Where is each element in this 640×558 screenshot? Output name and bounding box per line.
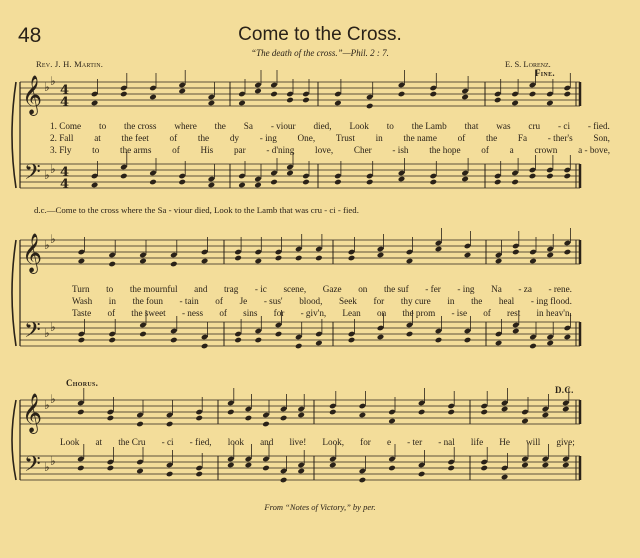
lyric-syllable: 1. Come bbox=[50, 121, 82, 131]
lyric-syllable: the mournful bbox=[129, 284, 178, 294]
flat-icon: ♭ bbox=[44, 326, 50, 340]
lyric-syllable: of bbox=[219, 308, 227, 318]
lyric-syllable: to bbox=[99, 121, 107, 131]
note-head bbox=[139, 258, 147, 265]
lyric-syllable: Son, bbox=[593, 133, 610, 143]
note-head bbox=[245, 415, 253, 422]
note-head bbox=[564, 173, 572, 180]
note-head bbox=[529, 173, 537, 180]
note-head bbox=[511, 100, 519, 107]
note-head bbox=[334, 179, 342, 186]
lyric-syllable: was bbox=[496, 121, 511, 131]
lyric-syllable: par bbox=[233, 145, 246, 155]
lyric-syllable: the bbox=[471, 296, 483, 306]
note-head bbox=[78, 337, 86, 344]
note-head bbox=[512, 249, 520, 256]
note-head bbox=[430, 179, 438, 186]
flat-icon: ♭ bbox=[44, 238, 50, 252]
note-head bbox=[501, 406, 509, 413]
lyric-syllable: crown bbox=[534, 145, 558, 155]
lyric-syllable: of bbox=[172, 145, 180, 155]
note-head bbox=[447, 465, 455, 472]
bass-clef-icon: 𝄢 bbox=[24, 318, 41, 348]
note-head bbox=[201, 258, 209, 265]
note-head bbox=[461, 94, 469, 101]
lyric-syllable: and bbox=[194, 284, 208, 294]
note-head bbox=[255, 337, 263, 344]
note-head bbox=[546, 252, 554, 259]
lyric-syllable: the cross bbox=[124, 121, 157, 131]
lyric-syllable: in bbox=[375, 133, 383, 143]
lyric-syllable: the suf bbox=[383, 284, 409, 294]
lyric-line-verse-3-part-2 bbox=[72, 308, 572, 318]
note-head bbox=[170, 337, 178, 344]
note-head bbox=[227, 409, 235, 416]
lyric-syllable: for bbox=[373, 296, 385, 306]
lyric-syllable: the foun bbox=[132, 296, 163, 306]
lyric-syllable: - ise bbox=[451, 308, 468, 318]
lyric-syllable: - sus' bbox=[263, 296, 283, 306]
lyric-syllable: scene, bbox=[283, 284, 307, 294]
note-head bbox=[91, 100, 99, 107]
lyric-syllable: - ter bbox=[407, 437, 423, 447]
source-credit: From “Notes of Victory,” by per. bbox=[264, 502, 376, 512]
note-head bbox=[461, 176, 469, 183]
note-head bbox=[234, 337, 242, 344]
note-head bbox=[286, 170, 294, 177]
chorus-lyric-line bbox=[60, 437, 575, 447]
lyric-syllable: Lean bbox=[342, 308, 361, 318]
note-head bbox=[227, 462, 235, 469]
note-head bbox=[286, 97, 294, 104]
lyric-syllable: - za bbox=[518, 284, 532, 294]
note-head bbox=[564, 334, 572, 341]
note-head bbox=[270, 91, 278, 98]
note-head bbox=[521, 418, 529, 425]
note-head bbox=[262, 465, 270, 472]
page-number: 48 bbox=[18, 24, 42, 47]
note-head bbox=[398, 176, 406, 183]
note-head bbox=[564, 249, 572, 256]
lyric-syllable: of bbox=[481, 145, 489, 155]
note-head bbox=[377, 252, 385, 259]
lyric-syllable: where bbox=[174, 121, 197, 131]
lyric-syllable: of bbox=[215, 296, 223, 306]
lyric-syllable: the bbox=[197, 133, 210, 143]
lyric-syllable: dy bbox=[229, 133, 240, 143]
lyric-syllable: - ish bbox=[392, 145, 409, 155]
flat-icon: ♭ bbox=[50, 74, 56, 88]
lyric-syllable: - d'ning bbox=[266, 145, 295, 155]
flat-icon: ♭ bbox=[50, 392, 56, 406]
lyric-syllable: give; bbox=[556, 437, 575, 447]
lyric-syllable: - tain bbox=[179, 296, 199, 306]
lyric-syllable: that bbox=[464, 121, 479, 131]
note-head bbox=[366, 103, 374, 110]
lyric-syllable: - ing bbox=[457, 284, 475, 294]
lyric-syllable: on bbox=[358, 284, 368, 294]
time-signature-bottom: 4 bbox=[60, 177, 70, 192]
lyric-syllable: at bbox=[95, 437, 103, 447]
lyric-syllable: - ing flood. bbox=[530, 296, 572, 306]
lyric-syllable: at bbox=[94, 133, 101, 143]
note-head bbox=[406, 258, 414, 265]
lyric-syllable: a - bove, bbox=[578, 145, 610, 155]
treble-clef-icon: 𝄞 bbox=[22, 393, 43, 433]
note-head bbox=[254, 182, 262, 189]
note-head bbox=[377, 334, 385, 341]
lyric-syllable: Na bbox=[491, 284, 502, 294]
note-head bbox=[208, 182, 216, 189]
flat-icon: ♭ bbox=[50, 162, 56, 176]
lyric-syllable: Turn bbox=[72, 284, 90, 294]
note-head bbox=[418, 409, 426, 416]
lyric-syllable: - ness bbox=[181, 308, 204, 318]
note-head bbox=[529, 91, 537, 98]
note-head bbox=[195, 471, 203, 478]
note-head bbox=[359, 477, 367, 484]
note-head bbox=[270, 179, 278, 186]
note-head bbox=[366, 179, 374, 186]
flat-icon: ♭ bbox=[50, 320, 56, 334]
hymn-title: Come to the Cross. bbox=[238, 24, 402, 45]
lyricist-credit: Rev. J. H. Martin. bbox=[36, 59, 104, 69]
note-head bbox=[329, 409, 337, 416]
note-head bbox=[546, 340, 554, 347]
note-head bbox=[564, 91, 572, 98]
note-head bbox=[166, 471, 174, 478]
lyric-syllable: Seek bbox=[339, 296, 357, 306]
flat-icon: ♭ bbox=[44, 168, 50, 182]
note-head bbox=[275, 255, 283, 262]
note-head bbox=[78, 258, 86, 265]
lyric-syllable: Je bbox=[239, 296, 248, 306]
note-head bbox=[388, 418, 396, 425]
note-head bbox=[494, 179, 502, 186]
lyric-syllable: Look, bbox=[322, 437, 345, 447]
note-head bbox=[255, 258, 263, 265]
note-head bbox=[262, 421, 270, 428]
lyric-syllable: Gaze bbox=[322, 284, 342, 294]
lyric-syllable: died, bbox=[313, 121, 332, 131]
note-head bbox=[546, 100, 554, 107]
treble-clef-icon: 𝄞 bbox=[22, 75, 43, 115]
note-head bbox=[494, 97, 502, 104]
lyric-syllable: the arms bbox=[120, 145, 152, 155]
lyric-syllable: - fied. bbox=[587, 121, 610, 131]
note-head bbox=[546, 173, 554, 180]
note-head bbox=[302, 97, 310, 104]
note-head bbox=[201, 343, 209, 350]
note-head bbox=[480, 409, 488, 416]
lyric-syllable: in bbox=[447, 296, 455, 306]
lyric-syllable: thy cure bbox=[400, 296, 431, 306]
note-head bbox=[430, 91, 438, 98]
dc-mark: D.C. bbox=[555, 385, 574, 395]
note-head bbox=[480, 465, 488, 472]
note-head bbox=[149, 94, 157, 101]
note-head bbox=[91, 182, 99, 189]
lyric-syllable: - ci bbox=[161, 437, 174, 447]
note-head bbox=[120, 91, 128, 98]
lyric-line-verse-2-part-2 bbox=[72, 296, 572, 306]
note-head bbox=[329, 462, 337, 469]
note-head bbox=[447, 409, 455, 416]
note-head bbox=[529, 258, 537, 265]
note-head bbox=[464, 252, 472, 259]
note-head bbox=[398, 91, 406, 98]
note-head bbox=[501, 474, 509, 481]
lyric-syllable: Wash bbox=[72, 296, 93, 306]
flat-icon: ♭ bbox=[50, 454, 56, 468]
chorus-mark: Chorus. bbox=[66, 378, 99, 388]
note-head bbox=[359, 412, 367, 419]
fine-mark: Fine. bbox=[535, 68, 555, 78]
note-head bbox=[529, 343, 537, 350]
lyric-syllable: 3. Fly bbox=[50, 145, 72, 155]
lyric-syllable: - rene. bbox=[548, 284, 572, 294]
brace bbox=[12, 240, 16, 346]
note-head bbox=[315, 255, 323, 262]
treble-clef-icon: 𝄞 bbox=[22, 233, 43, 273]
time-signature-top: 4 bbox=[60, 165, 70, 180]
note-head bbox=[295, 343, 303, 350]
lyric-syllable: Look bbox=[60, 437, 80, 447]
note-head bbox=[108, 261, 116, 268]
note-head bbox=[562, 462, 570, 469]
note-head bbox=[511, 179, 519, 186]
note-head bbox=[149, 179, 157, 186]
bass-clef-icon: 𝄢 bbox=[24, 160, 41, 190]
brace bbox=[12, 400, 16, 480]
note-head bbox=[542, 462, 550, 469]
bass-clef-icon: 𝄢 bbox=[24, 452, 41, 482]
lyric-syllable: blood, bbox=[299, 296, 323, 306]
brace bbox=[12, 82, 16, 188]
lyric-syllable: in bbox=[108, 296, 116, 306]
lyric-syllable: the Cru bbox=[118, 437, 146, 447]
note-head bbox=[406, 331, 414, 338]
note-head bbox=[139, 331, 147, 338]
lyric-syllable: - viour bbox=[270, 121, 296, 131]
note-head bbox=[418, 471, 426, 478]
note-head bbox=[512, 328, 520, 335]
note-head bbox=[178, 88, 186, 95]
lyric-syllable: the bbox=[214, 121, 226, 131]
note-head bbox=[348, 337, 356, 344]
lyric-syllable: sins bbox=[243, 308, 258, 318]
lyric-syllable: cru bbox=[528, 121, 541, 131]
lyric-syllable: heal bbox=[498, 296, 515, 306]
lyric-line-verse-3 bbox=[50, 145, 610, 155]
lyric-syllable: the bbox=[485, 133, 498, 143]
lyric-syllable: for bbox=[360, 437, 371, 447]
note-head bbox=[280, 415, 288, 422]
note-head bbox=[136, 468, 144, 475]
flat-icon: ♭ bbox=[44, 80, 50, 94]
lyric-syllable: e bbox=[386, 437, 392, 447]
note-head bbox=[297, 412, 305, 419]
time-signature-bottom: 4 bbox=[60, 95, 70, 110]
lyric-syllable: Sa bbox=[243, 121, 253, 131]
note-head bbox=[334, 100, 342, 107]
lyric-syllable: trag bbox=[224, 284, 239, 294]
lyric-syllable: the Lamb bbox=[411, 121, 447, 131]
lyric-syllable: of bbox=[483, 308, 491, 318]
note-head bbox=[280, 477, 288, 484]
time-signature-top: 4 bbox=[60, 83, 70, 98]
note-head bbox=[254, 88, 262, 95]
note-head bbox=[120, 173, 128, 180]
lyric-syllable: on bbox=[376, 308, 387, 318]
note-head bbox=[178, 179, 186, 186]
flat-icon: ♭ bbox=[44, 398, 50, 412]
lyric-syllable: - nal bbox=[438, 437, 455, 447]
lyric-syllable: love, bbox=[315, 145, 334, 155]
note-head bbox=[521, 462, 529, 469]
lyric-syllable: - giv'n, bbox=[300, 308, 327, 318]
lyric-line-verse-1 bbox=[50, 121, 610, 131]
note-head bbox=[315, 340, 323, 347]
note-head bbox=[297, 468, 305, 475]
lyric-syllable: the name bbox=[403, 133, 437, 143]
note-head bbox=[166, 421, 174, 428]
lyric-line-verse-2 bbox=[50, 133, 610, 143]
note-head bbox=[464, 337, 472, 344]
lyric-syllable: for bbox=[273, 308, 285, 318]
composer-credit: E. S. Lorenz. bbox=[505, 59, 551, 69]
lyric-syllable: - ci bbox=[558, 121, 571, 131]
lyric-syllable: the sweet bbox=[131, 308, 166, 318]
note-head bbox=[107, 465, 115, 472]
lyric-syllable: the prom bbox=[402, 308, 436, 318]
note-head bbox=[495, 258, 503, 265]
lyric-syllable: Cher bbox=[353, 145, 372, 155]
lyric-syllable: He bbox=[499, 437, 510, 447]
lyric-syllable: - ic bbox=[254, 284, 267, 294]
note-head bbox=[208, 100, 216, 107]
flat-icon: ♭ bbox=[50, 232, 56, 246]
lyric-syllable: a bbox=[509, 145, 514, 155]
note-head bbox=[302, 179, 310, 186]
note-head bbox=[195, 415, 203, 422]
note-head bbox=[238, 182, 246, 189]
lyric-syllable: to bbox=[106, 284, 114, 294]
note-head bbox=[108, 337, 116, 344]
lyric-syllable: Fa bbox=[517, 133, 528, 143]
lyric-syllable: to bbox=[92, 145, 100, 155]
lyric-syllable: His bbox=[200, 145, 214, 155]
scripture-epigraph: “The death of the cross.”—Phil. 2 : 7. bbox=[251, 48, 389, 58]
lyric-syllable: - ing bbox=[259, 133, 277, 143]
note-head bbox=[495, 340, 503, 347]
lyric-syllable: Trust bbox=[335, 133, 355, 143]
note-head bbox=[542, 412, 550, 419]
lyric-syllable: - ther's bbox=[547, 133, 573, 143]
note-head bbox=[136, 421, 144, 428]
lyric-syllable: look bbox=[227, 437, 245, 447]
lyric-syllable: Look bbox=[349, 121, 369, 131]
note-head bbox=[245, 462, 253, 469]
lyric-syllable: will bbox=[526, 437, 541, 447]
lyric-syllable: of bbox=[457, 133, 466, 143]
lyric-syllable: rest bbox=[507, 308, 521, 318]
note-head bbox=[238, 100, 246, 107]
lyric-syllable: Taste bbox=[72, 308, 92, 318]
note-head bbox=[77, 409, 85, 416]
lyric-syllable: of bbox=[169, 133, 178, 143]
lyric-syllable: of bbox=[107, 308, 116, 318]
lyric-syllable: - fer bbox=[425, 284, 441, 294]
lyric-syllable: in heav'n. bbox=[536, 308, 572, 318]
lyric-syllable: - fied, bbox=[189, 437, 212, 447]
note-head bbox=[275, 331, 283, 338]
note-head bbox=[295, 255, 303, 262]
note-head bbox=[435, 337, 443, 344]
note-head bbox=[170, 261, 178, 268]
note-head bbox=[107, 415, 115, 422]
note-head bbox=[348, 255, 356, 262]
lyric-line-verse-1-part-2 bbox=[72, 284, 572, 294]
note-head bbox=[77, 465, 85, 472]
dc-lyric-line: d.c.—Come to the cross where the Sa - viour died, Look to the Lamb that was cru - ci - fied. bbox=[34, 205, 359, 215]
lyric-syllable: One, bbox=[297, 133, 316, 143]
lyric-syllable: life bbox=[470, 437, 484, 447]
lyric-syllable: 2. Fall bbox=[50, 133, 74, 143]
note-head bbox=[388, 465, 396, 472]
lyric-syllable: live! bbox=[289, 437, 307, 447]
lyric-syllable: and bbox=[260, 437, 274, 447]
lyric-syllable: the feet bbox=[121, 133, 149, 143]
note-head bbox=[435, 246, 443, 253]
note-head bbox=[234, 255, 242, 262]
lyric-syllable: to bbox=[386, 121, 394, 131]
lyric-syllable: the hope bbox=[429, 145, 461, 155]
flat-icon: ♭ bbox=[44, 460, 50, 474]
note-head bbox=[562, 406, 570, 413]
